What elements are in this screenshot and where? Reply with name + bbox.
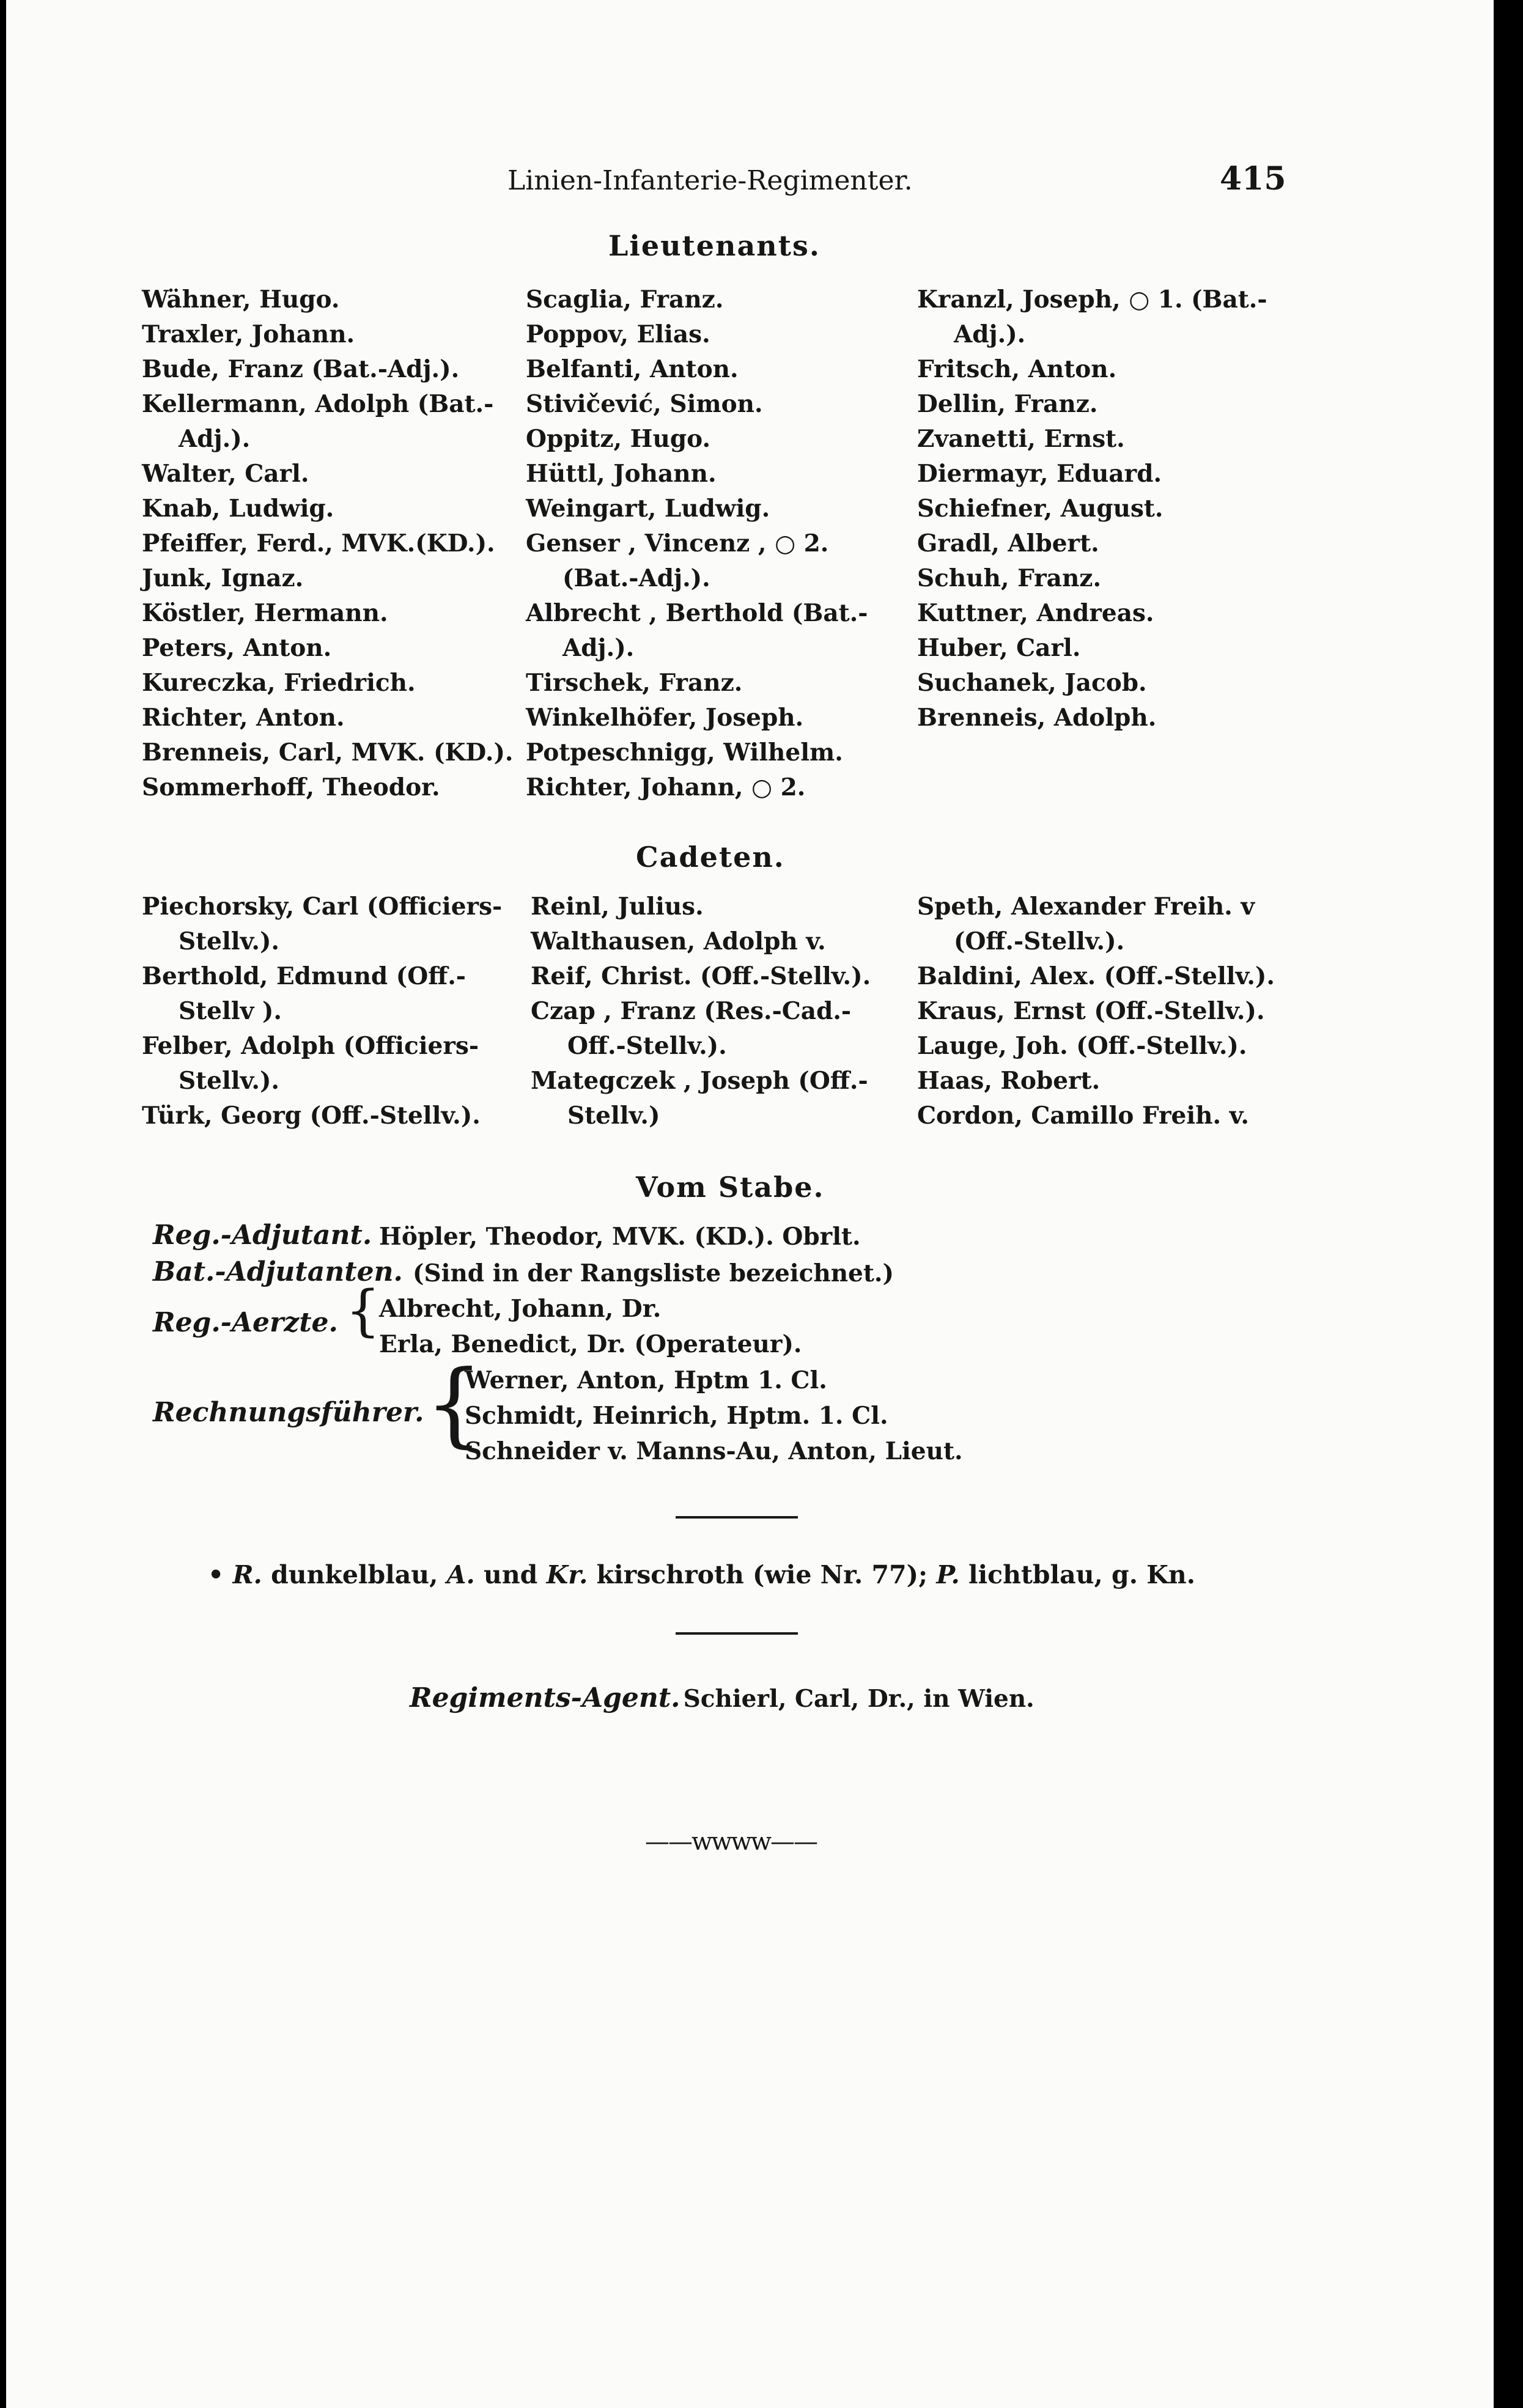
list-item: Kellermann, Adolph (Bat.- (142, 390, 494, 418)
regiments-agent (410, 1682, 1034, 1714)
reg-aerzte-label: Reg.-Aerzte. (153, 1307, 338, 1338)
list-item: Richter, Anton. (142, 704, 345, 732)
list-item: Baldini, Alex. (Off.-Stellv.). (917, 962, 1275, 990)
list-item: Hüttl, Johann. (526, 460, 717, 488)
list-item: Cordon, Camillo Freih. v. (917, 1102, 1250, 1130)
list-item: Czap , Franz (Res.-Cad.- (531, 997, 852, 1025)
list-item: (Off.-Stellv.). (954, 927, 1125, 955)
list-item: Stellv ). (179, 997, 282, 1025)
list-item: Lauge, Joh. (Off.-Stellv.). (917, 1032, 1247, 1060)
list-item: Bude, Franz (Bat.-Adj.). (142, 355, 460, 383)
uniform-p-label: P. (936, 1560, 960, 1589)
book-page (6, 0, 1494, 2408)
list-item: Stellv.). (179, 1067, 279, 1095)
uniform-kr-label: Kr. (546, 1560, 588, 1589)
list-item: Off.-Stellv.). (567, 1032, 727, 1060)
list-item: Belfanti, Anton. (526, 355, 739, 383)
list-item: Suchanek, Jacob. (917, 669, 1147, 697)
ornament: ——wwww—— (645, 1828, 817, 1856)
list-item: Kureczka, Friedrich. (142, 669, 416, 697)
reg-aerzte-item: Erla, Benedict, Dr. (Operateur). (379, 1330, 802, 1358)
list-item: Haas, Robert. (917, 1067, 1101, 1095)
list-item: Speth, Alexander Freih. v (917, 893, 1255, 921)
list-item: Huber, Carl. (917, 634, 1081, 662)
list-item: Zvanetti, Ernst. (917, 425, 1125, 453)
divider (676, 1516, 798, 1519)
lieutenants-column-2 (526, 282, 868, 805)
bat-adjutanten-label: Bat.-Adjutanten. (153, 1256, 403, 1287)
list-item: Schiefner, August. (917, 495, 1163, 523)
list-item: Scaglia, Franz. (526, 285, 724, 314)
list-item: Potpeschnigg, Wilhelm. (526, 738, 843, 767)
list-item: Türk, Georg (Off.-Stellv.). (142, 1102, 481, 1130)
list-item: Schuh, Franz. (917, 564, 1102, 592)
list-item: Diermayr, Eduard. (917, 460, 1162, 488)
list-item: Wähner, Hugo. (142, 285, 340, 314)
agent-label: Regiments-Agent. (410, 1682, 680, 1714)
list-item: Richter, Johann, ○ 2. (526, 773, 806, 801)
divider (676, 1632, 798, 1635)
list-item: Kraus, Ernst (Off.-Stellv.). (917, 997, 1265, 1025)
page-number: 415 (1220, 160, 1286, 197)
list-item: Traxler, Johann. (142, 320, 355, 348)
list-item: Stivičević, Simon. (526, 390, 763, 418)
cadeten-column-2 (531, 889, 871, 1133)
uniform-r-label: R. (232, 1560, 262, 1589)
list-item: Köstler, Hermann. (142, 599, 388, 627)
rechnungsfuehrer-item: Schneider v. Manns-Au, Anton, Lieut. (465, 1437, 963, 1465)
list-item: Winkelhöfer, Joseph. (526, 704, 804, 732)
uniform-a-label: A. (446, 1560, 475, 1589)
rechnungsfuehrer-label: Rechnungsführer. (153, 1397, 424, 1428)
uniform-kr-text: kirschroth (wie Nr. 77); (596, 1560, 928, 1589)
brace-icon: { (425, 1351, 484, 1457)
list-item: Peters, Anton. (142, 634, 332, 662)
list-item: Adj.). (562, 634, 635, 662)
uniform-und: und (484, 1560, 538, 1589)
list-item: Brenneis, Adolph. (917, 704, 1157, 732)
list-item: Tirschek, Franz. (526, 669, 743, 697)
bullet-icon: • (208, 1560, 233, 1589)
cadeten-column-3 (917, 889, 1275, 1133)
reg-adjutant-value: Höpler, Theodor, MVK. (KD.). Obrlt. (379, 1223, 861, 1251)
list-item: Reinl, Julius. (531, 893, 704, 921)
list-item: Dellin, Franz. (917, 390, 1098, 418)
list-item: Walter, Carl. (142, 460, 309, 488)
agent-value: Schierl, Carl, Dr., in Wien. (683, 1685, 1034, 1713)
list-item: Berthold, Edmund (Off.- (142, 962, 466, 990)
brace-icon: { (345, 1279, 381, 1343)
rechnungsfuehrer-item: Werner, Anton, Hptm 1. Cl. (465, 1366, 827, 1394)
list-item: Stellv.) (567, 1102, 660, 1130)
list-item: Junk, Ignaz. (142, 564, 304, 592)
list-item: Felber, Adolph (Officiers- (142, 1032, 479, 1060)
reg-adjutant-label: Reg.-Adjutant. (153, 1220, 372, 1251)
cadeten-column-1 (142, 889, 502, 1133)
reg-aerzte-item: Albrecht, Johann, Dr. (379, 1295, 662, 1323)
list-item: Stellv.). (179, 927, 279, 955)
rechnungsfuehrer-item: Schmidt, Heinrich, Hptm. 1. Cl. (465, 1402, 888, 1430)
list-item: Pfeiffer, Ferd., MVK.(KD.). (142, 529, 495, 558)
list-item: Sommerhoff, Theodor. (142, 773, 440, 801)
cadeten-heading: Cadeten. (636, 841, 785, 874)
stab-heading: Vom Stabe. (636, 1171, 825, 1204)
list-item: Adj.). (954, 320, 1026, 348)
list-item: Piechorsky, Carl (Officiers- (142, 893, 503, 921)
uniform-p-text: lichtblau, g. Kn. (968, 1560, 1195, 1589)
list-item: Mategczek , Joseph (Off.- (531, 1067, 868, 1095)
list-item: Adj.). (179, 425, 251, 453)
bat-adjutanten-value: (Sind in der Rangsliste bezeichnet.) (413, 1259, 894, 1287)
uniform-r-text: dunkelblau, (271, 1560, 438, 1589)
lieutenants-heading: Lieutenants. (608, 229, 821, 262)
list-item: Genser , Vincenz , ○ 2. (526, 529, 829, 558)
list-item: Oppitz, Hugo. (526, 425, 711, 453)
list-item: Gradl, Albert. (917, 529, 1099, 558)
list-item: Kranzl, Joseph, ○ 1. (Bat.- (917, 285, 1267, 314)
list-item: Kuttner, Andreas. (917, 599, 1154, 627)
list-item: Brenneis, Carl, MVK. (KD.). (142, 738, 514, 767)
lieutenants-column-1 (142, 282, 513, 805)
list-item: Fritsch, Anton. (917, 355, 1117, 383)
list-item: Knab, Ludwig. (142, 495, 334, 523)
list-item: (Bat.-Adj.). (562, 564, 710, 592)
list-item: Albrecht , Berthold (Bat.- (526, 599, 868, 627)
list-item: Poppov, Elias. (526, 320, 710, 348)
list-item: Weingart, Ludwig. (526, 495, 770, 523)
running-header: Linien-Infanterie-Regimenter. (507, 165, 913, 196)
list-item: Reif, Christ. (Off.-Stellv.). (531, 962, 871, 990)
uniform-line (208, 1560, 1195, 1589)
lieutenants-column-3 (917, 282, 1267, 735)
list-item: Walthausen, Adolph v. (531, 927, 826, 955)
